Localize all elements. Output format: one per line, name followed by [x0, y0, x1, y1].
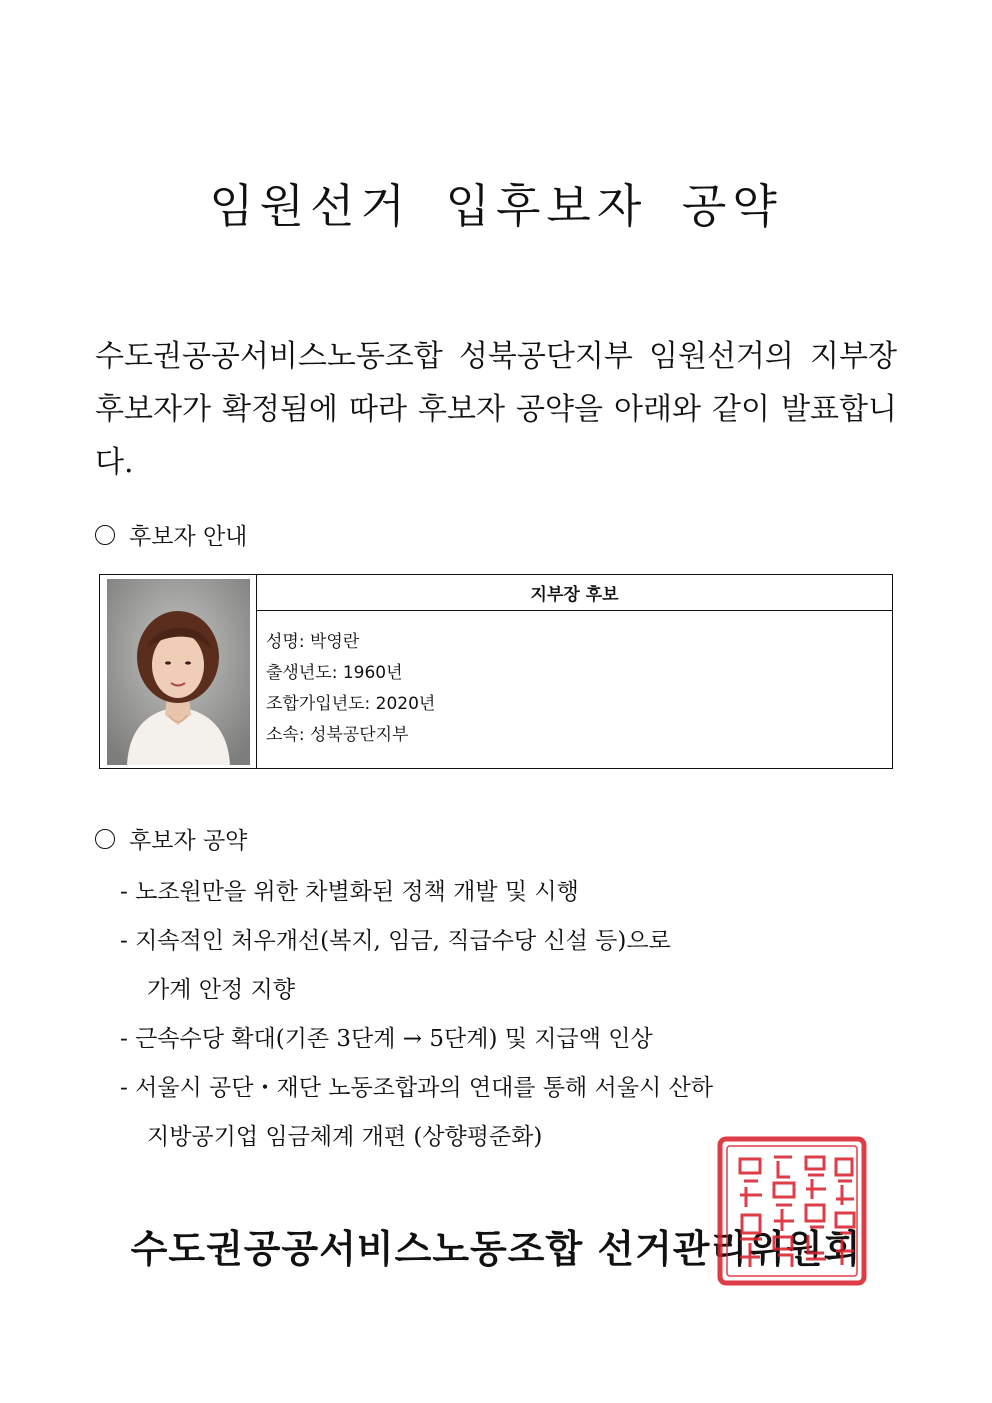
intro-paragraph: 수도권공공서비스노동조합 성북공단지부 임원선거의 지부장 후보자가 확정됨에 따라 후보자 공약을 아래와 같이 발표합니다.: [95, 339, 897, 480]
pledge-item: - 지속적인 처우개선(복지, 임금, 직급수당 신설 등)으로: [120, 928, 671, 954]
candidate-heading-text: 후보자 안내: [129, 524, 248, 550]
name-field: 성명: 박영란: [266, 632, 360, 652]
candidate-info: [257, 611, 892, 751]
candidate-table: [99, 574, 893, 769]
page-title: 임원선거 입후보자 공약: [209, 179, 783, 233]
candidate-photo: [107, 579, 250, 765]
photo-cell: [100, 575, 257, 768]
birth-year-field: 출생년도: 1960년: [266, 663, 403, 683]
affiliation-field: 소속: 성북공단지부: [266, 725, 409, 745]
join-year-field: 조합가입년도: 2020년: [266, 694, 436, 714]
pledge-item-continuation: 가계 안정 지향: [147, 977, 295, 1003]
issuer-signature: 수도권공공서비스노동조합 선거관리위원회: [130, 1226, 862, 1271]
pledge-item: - 서울시 공단・재단 노동조합과의 연대를 통해 서울시 산하: [120, 1075, 713, 1101]
pledge-item: - 근속수당 확대(기존 3단계 → 5단계) 및 지급액 인상: [120, 1026, 653, 1052]
pledge-item: - 노조원만을 위한 차별화된 정책 개발 및 시행: [120, 879, 579, 905]
pledge-list: [120, 868, 880, 1162]
table-header: 지부장 후보: [257, 575, 892, 611]
circle-bullet-icon: [95, 525, 115, 545]
official-seal-stamp: [716, 1135, 868, 1287]
candidate-section-heading: [95, 518, 247, 551]
pledge-heading-text: 후보자 공약: [129, 828, 248, 854]
info-cell: [257, 575, 892, 768]
pledge-section-heading: [95, 822, 247, 855]
pledge-item-continuation: 지방공기업 임금체계 개편 (상향평준화): [147, 1124, 543, 1150]
circle-bullet-icon: [95, 829, 115, 849]
